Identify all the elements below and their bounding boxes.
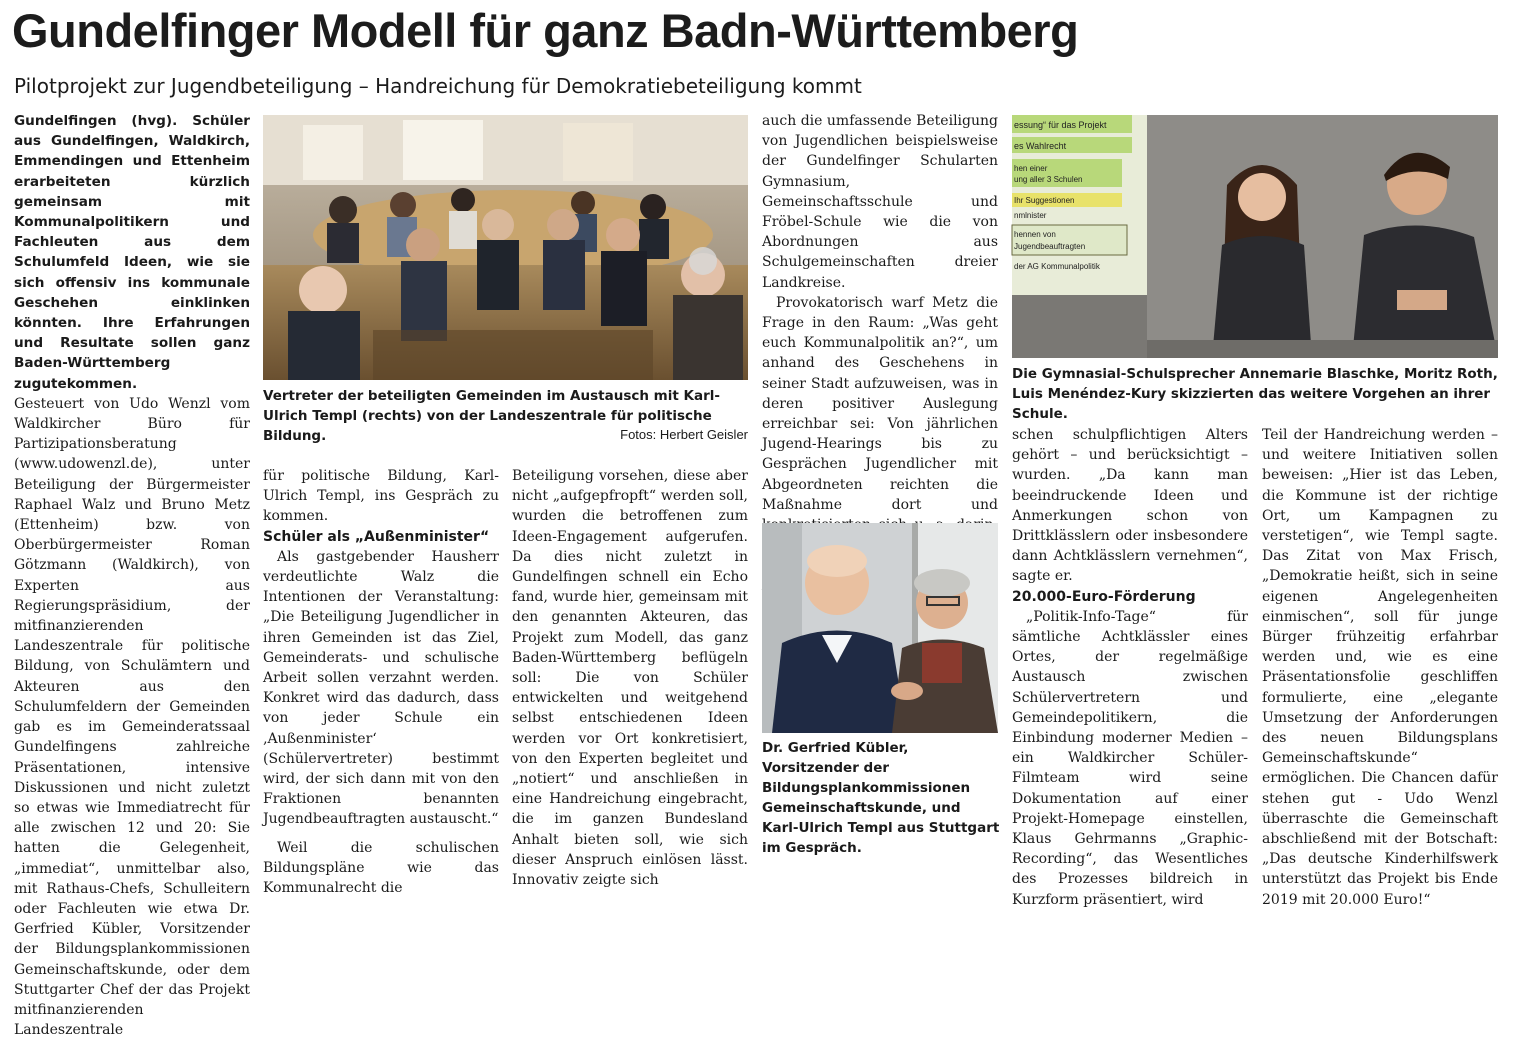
slide-line: ung aller 3 Schulen — [1014, 175, 1083, 184]
col4-paragraph-2: Provokatorisch warf Metz die Frage in den Raum: „Was geht euch Kommunalpolitik an?“, um anhand des Geschehens in seiner Stadt aufzuweisen, was in deren positiver Auslegung erreichbar sei: Von jährlichen Jugend-Hearings bis zu Gesprächen Jugendlicher mit Abgeordneten reichten die Maßnahme dort und — [762, 294, 998, 513]
col6-paragraph-1: Teil der Handreichung werden – und weitere Initiativen sollen beweisen: „Hier ist das Leben, die Kommune ist der richtige Ort, um Kampagnen zu verstetigen“, wie Templ sagte. Das Zitat von Max Frisch, „Demokratie heißt, sich in seine eigenen Angelegenheiten einmischen“, soll für junge Bürger frühzeitig erfahrbar werden und, wie es eine Präsentationsfolie geschliffen formulierte, eine „elegante Umsetzung der Anforderungen des neuen Bildungsplans Gemeinschaftskunde“ ermöglichen. Die Chancen dafür stehen gut - Udo Wenzl überraschte die Gemeinschaft abschließend mit der Botschaft: „Das deutsche Kinderhilfswerk unterstützt das Projekt bis Ende 2019 mit 20.000 Euro!“ — [1262, 427, 1498, 908]
meeting-photo-image — [263, 115, 748, 380]
lead-paragraph: Gundelfingen (hvg). Schüler aus Gundelfingen, Waldkirch, Emmendingen und Ettenheim erarbeiteten kürzlich gemeinsam mit Kommunalpolitikern und Fachleuten aus dem Schulumfeld Ideen, wie sie sich offensiv ins kommunale Geschehen einklinken könnten. Ihre Erfahrungen und Resultate sollen ganz Baden-Württemberg zugutekommen. — [14, 113, 250, 392]
slide-line: es Wahlrecht — [1014, 141, 1067, 151]
column-2 — [263, 466, 499, 897]
col3-paragraph-1: Beteiligung vorsehen, diese aber nicht „aufgepfropft“ werden soll, wurden die betroffenen zum Ideen-Engagement aufgerufen. Da dies nicht zuletzt in Gundelfingen schnell ein Echo fand, wurde hier, gemeinsam mit den genannten Akteuren, das Projekt zum Modell, das ganz Baden-Württemberg beflügeln soll: Die von Schüler entwickelten und weitgehend selbst entschiedenen Ideen werden vor Ort konkretisiert, von den Experten begleitet und „notiert“ und anschließen in eine Handreichung eingebracht, die im ganzen Bundesland Anhalt bieten soll, wie sich dieser Anspruch einlösen lässt. Innovativ zeigte sich — [512, 468, 748, 889]
slide-line: der AG Kommunalpolitik — [1014, 262, 1100, 271]
photo-kuebler-templ — [762, 523, 998, 733]
subhead-aussenminister: Schüler als „Außenminister“ — [263, 528, 490, 545]
photo-meeting — [263, 115, 748, 380]
students-photo-image — [1012, 115, 1498, 358]
col5-paragraph-2: „Politik-Info-Tage“ für sämtliche Achtklässler eines Ortes, der regelmäßige Austausch zwischen Schülervertretern und Gemeindepolitikern, die Einbindung moderner Medien – ein Waldkircher Schüler-Filmteam wird seine Dokumentation auf einer Projekt-Homepage einstellen, Klaus Gehrmanns „Graphic-Recording“, das Wesentliches des Prozesses bildreich in Kurzform präsentiert, wird — [1012, 608, 1248, 908]
photo-caption-kuebler: Dr. Gerfried Kübler, Vorsitzender der Bildungsplankommissionen Gemeinschaftskunde, und Karl-Ulrich Templ aus Stuttgart im Gespräch. — [762, 740, 1000, 856]
column-5 — [1012, 425, 1248, 908]
slide-line: Ihr Suggestionen — [1014, 196, 1075, 205]
col5-paragraph-1: schen schulpflichtigen Alters gehört – und berücksichtigt – wurden. „Da kann man beeindruckende Ideen und Anmerkungen schon von Drittklässlern oder insbesondere dann Achtklässlern vernehmen“, sagte er. — [1012, 427, 1248, 585]
col4-paragraph-1: auch die umfassende Beteiligung von Jugendlichen beispielsweise der Gundelfinger Schularten Gymnasium, Gemeinschaftsschule und Fröbel-Schule wie die von Abordnungen aus Schulgemeinschaften dreier Landkreise. — [762, 113, 998, 291]
kuebler-photo-image — [762, 523, 998, 733]
photo-students — [1012, 115, 1498, 358]
column-1 — [14, 111, 250, 1039]
headline: Gundelfinger Modell für ganz Badn-Württemberg — [12, 4, 1079, 57]
photo-credit: Fotos: Herbert Geisler — [620, 427, 748, 442]
photo-caption-meeting: Vertreter der beteiligten Gemeinden im Austausch mit Karl-Ulrich Templ (rechts) von der Landeszentrale für politische Bildung. — [263, 388, 720, 444]
slide-line: hen einer — [1014, 164, 1048, 173]
slide-line: Jugendbeauftragten — [1014, 242, 1086, 251]
col2-paragraph-3: Weil die schulischen Bildungspläne wie das Kommunalrecht die — [263, 839, 499, 897]
col2-paragraph-1: für politische Bildung, Karl-Ulrich Templ, ins Gespräch zu kommen. — [263, 468, 499, 525]
slide-line: essung“ für das Projekt — [1014, 120, 1107, 130]
col2-paragraph-2: Als gastgebender Hausherr verdeutlichte Walz die Intentionen der Veranstaltung: „Die Beteiligung Jugendlicher in ihren Gemeinden ist das Ziel, Gemeinderats- und schulische Arbeit sollen verzahnt werden. Konkret wird das dadurch, dass von jeder Schule ein ‚Außenminister‘ (Schülervertreter) bestimmt wird, der sich dann mit von den Fraktionen benannten Jugendbeauftragten austauscht.“ — [263, 548, 499, 828]
column-6 — [1262, 425, 1498, 908]
slide-line: nmlnister — [1014, 211, 1047, 220]
subheadline: Pilotprojekt zur Jugendbeteiligung – Handreichung für Demokratiebeteiligung kommt — [14, 74, 862, 98]
column-4 — [762, 111, 998, 513]
slide-line: hennen von — [1014, 230, 1056, 239]
subhead-foerderung: 20.000-Euro-Förderung — [1012, 588, 1196, 605]
photo-caption-students: Die Gymnasial-Schulsprecher Annemarie Blaschke, Moritz Roth, Luis Menéndez-Kury skizzierten das weitere Vorgehen an ihrer Schule. — [1012, 366, 1498, 422]
body-paragraph: Gesteuert von Udo Wenzl vom Waldkircher Büro für Partizipationsberatung (www.udowenzl.de), unter Beteiligung der Bürgermeister Raphael Walz und Bruno Metz (Ettenheim) bzw. von Oberbürgermeister Roman Götzmann (Waldkirch), von Experten aus Regierungspräsidium, der mitfinanzierenden Landeszentrale für politische Bildung, von Schulämtern und Akteuren aus den Schulumfeldern der Gemeinden gab es im Gemeinderatssaal Gundelfingens zahlreiche Präsentationen, intensive Diskussionen und nicht zuletzt so etwas wie Immediatrecht für alle zwischen 12 und 20: Sie hatten die Gelegenheit, „immediat“, unmittelbar also, mit Rathaus-Chefs, Schulleitern oder Fachleuten wie etwa Dr. Gerfried Kübler, Vorsitzender der Bildungsplankommissionen Gemeinschaftskunde, oder dem Stuttgarter Chef der das Projekt mitfinanzierenden Landeszentrale — [14, 395, 250, 1039]
column-3 — [512, 466, 748, 889]
